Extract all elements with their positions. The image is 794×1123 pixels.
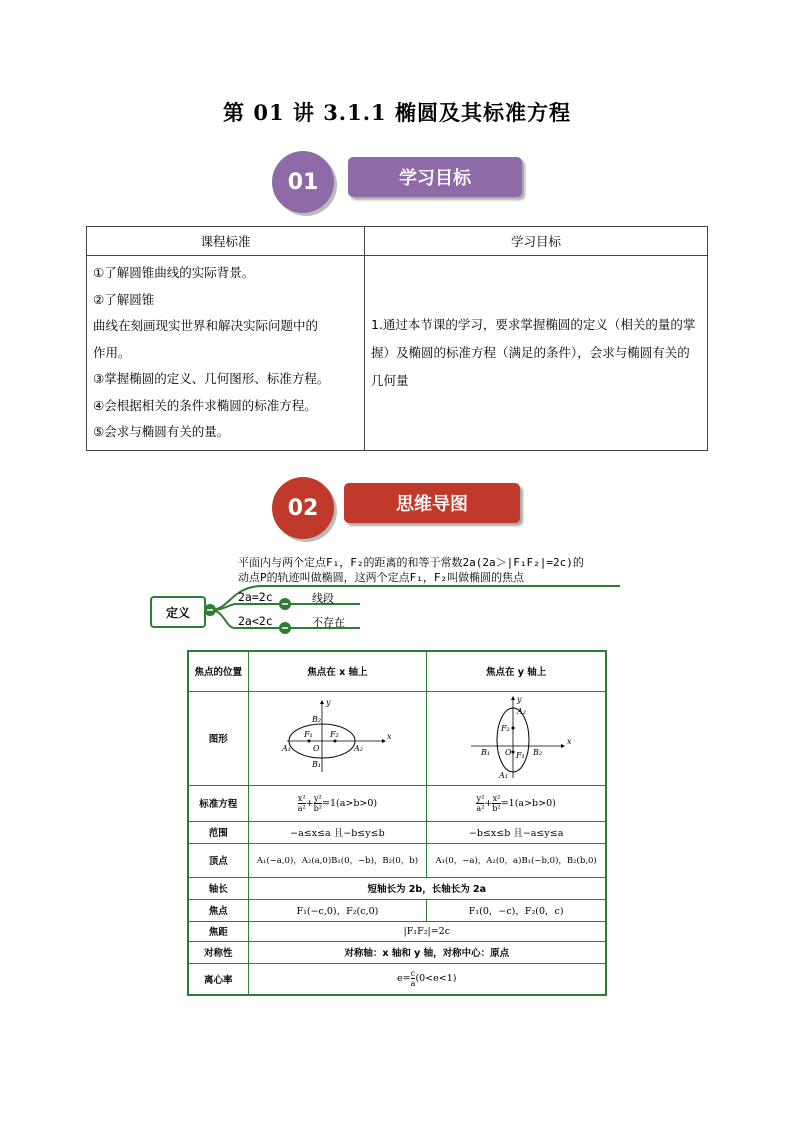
focus-y: F₁(0，−c)，F₂(0，c) — [427, 899, 606, 921]
mind-root-label: 定义 — [165, 605, 190, 620]
origin-label: O — [505, 747, 512, 757]
vertex-b2-label: B₂ — [533, 747, 543, 757]
axis-y-label: y — [326, 697, 331, 707]
section-label: 思维导图 — [396, 494, 468, 515]
ellipse-y-figure — [461, 694, 571, 780]
section-label-bar — [348, 157, 522, 197]
standard-item: ④会根据相关的条件求椭圆的标准方程。 — [93, 397, 317, 413]
section-number: 01 — [287, 169, 319, 195]
focus-f2-label: F₂ — [330, 729, 340, 739]
row-label-axis: 轴长 — [188, 877, 248, 899]
ellipse-x-figure — [282, 697, 392, 777]
header-focus-position: 焦点的位置 — [188, 651, 248, 691]
eq-x-den2: b² — [313, 803, 322, 813]
focus-f2-label: F₂ — [501, 723, 510, 733]
branch-result-1: 线段 — [312, 592, 334, 605]
section-number-circle — [272, 151, 334, 213]
range-y: −b≤x≤b 且−a≤y≤a — [427, 821, 606, 843]
branch-condition-1: 2a=2c — [238, 590, 273, 604]
standard-item: ⑤会求与椭圆有关的量。 — [93, 424, 230, 439]
vertex-b1-label: B₁ — [481, 747, 491, 757]
eccentricity — [248, 963, 606, 995]
eq-y-num1: y² — [476, 793, 485, 803]
standard-item: 作用。 — [93, 344, 131, 360]
definition-text-1: 平面内与两个定点F₁，F₂的距离的和等于常数2a(2a＞|F₁F₂|=2c)的 — [238, 556, 584, 569]
standard-item: ③掌握椭圆的定义、几何图形、标准方程。 — [93, 371, 330, 386]
axis-x-label: x — [387, 731, 392, 741]
section-label: 学习目标 — [399, 168, 471, 189]
eq-y-rest: =1(a>b>0) — [500, 797, 556, 809]
goals-header-standard: 课程标准 — [87, 227, 365, 256]
mind-map — [140, 548, 660, 648]
figure-x-cell — [248, 691, 427, 785]
standard-item: ①了解圆锥曲线的实际背景。 — [93, 265, 255, 280]
eq-y-den2: b² — [492, 803, 501, 813]
page-title: 第 01 讲 3.1.1 椭圆及其标准方程 — [223, 100, 571, 125]
vertex-b2-label: B₂ — [312, 714, 322, 724]
row-label-equation: 标准方程 — [188, 785, 248, 821]
section-number: 02 — [287, 495, 319, 521]
axis-y-label: y — [517, 694, 522, 704]
eq-x-rest: =1(a>b>0) — [321, 797, 378, 809]
eq-x-den1: a² — [297, 803, 306, 813]
figure-y-cell — [427, 691, 606, 785]
ecc-suffix: (0<e<1) — [415, 973, 457, 985]
vertex-a2-label: A₂ — [517, 706, 527, 716]
mind-root-node — [150, 596, 206, 628]
section-badge-01 — [270, 150, 530, 216]
row-label-focal-distance: 焦距 — [188, 921, 248, 941]
focus-f1-label: F₁ — [516, 750, 525, 760]
equation-y: $\frac{\text{y²}}{\text{a²}}$ + $\frac{\text{x²}}{\text{b²}}$ =1(a>b>0) — [427, 785, 606, 821]
goals-header-objective: 学习目标 — [365, 227, 708, 256]
standard-item: ②了解圆锥 — [93, 291, 155, 307]
vertex-a1-label: A₁ — [282, 743, 292, 753]
learning-objective-cell: 1.通过本节课的学习，要求掌握椭圆的定义（相关的量的掌握）及椭圆的标准方程（满足的条件），会求与椭圆有关的几何量 — [365, 256, 708, 451]
row-label-figure: 图形 — [188, 691, 248, 785]
eq-y-num2: x² — [492, 793, 501, 803]
row-label-range: 范围 — [188, 821, 248, 843]
ecc-prefix: e= — [397, 973, 411, 985]
header-focus-y: 焦点在 y 轴上 — [427, 651, 606, 691]
ecc-den: a — [410, 979, 416, 989]
vertex-y: A₁(0，−a)，A₂(0，a)B₁(−b,0)，B₂(b,0) — [427, 843, 606, 877]
row-label-symmetry: 对称性 — [188, 941, 248, 963]
row-label-vertex: 顶点 — [188, 843, 248, 877]
focus-f1-label: F₁ — [304, 729, 314, 739]
ecc-num: c — [410, 969, 416, 979]
section-label-bar — [344, 483, 520, 523]
axis-x-label: x — [567, 736, 572, 746]
focus-x: F₁(−c,0)，F₂(c,0) — [248, 899, 427, 921]
branch-result-2: 不存在 — [312, 616, 345, 629]
focal-distance: |F₁F₂|=2c — [248, 921, 606, 941]
row-label-eccentricity: 离心率 — [188, 963, 248, 995]
course-standards-cell — [87, 256, 365, 451]
axis-length: 短轴长为 2b，长轴长为 2a — [248, 877, 606, 899]
range-x: −a≤x≤a 且−b≤y≤b — [248, 821, 427, 843]
row-label-focus: 焦点 — [188, 899, 248, 921]
origin-label: O — [313, 743, 320, 753]
goals-table — [86, 226, 708, 451]
eq-x-num2: y² — [313, 793, 322, 803]
ellipse-properties-table — [187, 650, 607, 996]
header-focus-x: 焦点在 x 轴上 — [248, 651, 427, 691]
vertex-a1-label: A₁ — [499, 770, 509, 780]
branch-condition-2: 2a<2c — [238, 614, 273, 628]
section-number-circle — [272, 477, 334, 539]
vertex-a2-label: A₂ — [354, 743, 364, 753]
eq-y-den1: a² — [476, 803, 485, 813]
definition-text-2: 动点P的轨迹叫做椭圆，这两个定点F₁，F₂叫做椭圆的焦点 — [238, 571, 525, 584]
equation-x: $\frac{\text{x²}}{\text{a²}}$ + $\frac{\text{y²}}{\text{b²}}$ =1(a>b>0) — [248, 785, 427, 821]
section-badge-02 — [270, 476, 530, 542]
eq-x-num1: x² — [297, 793, 306, 803]
symmetry: 对称轴：x 轴和 y 轴，对称中心：原点 — [248, 941, 606, 963]
vertex-b1-label: B₁ — [312, 759, 322, 769]
vertex-x: A₁(−a,0)，A₂(a,0)B₁(0，−b)，B₂(0，b) — [248, 843, 427, 877]
standard-item: 曲线在刻画现实世界和解决实际问题中的 — [93, 318, 319, 333]
